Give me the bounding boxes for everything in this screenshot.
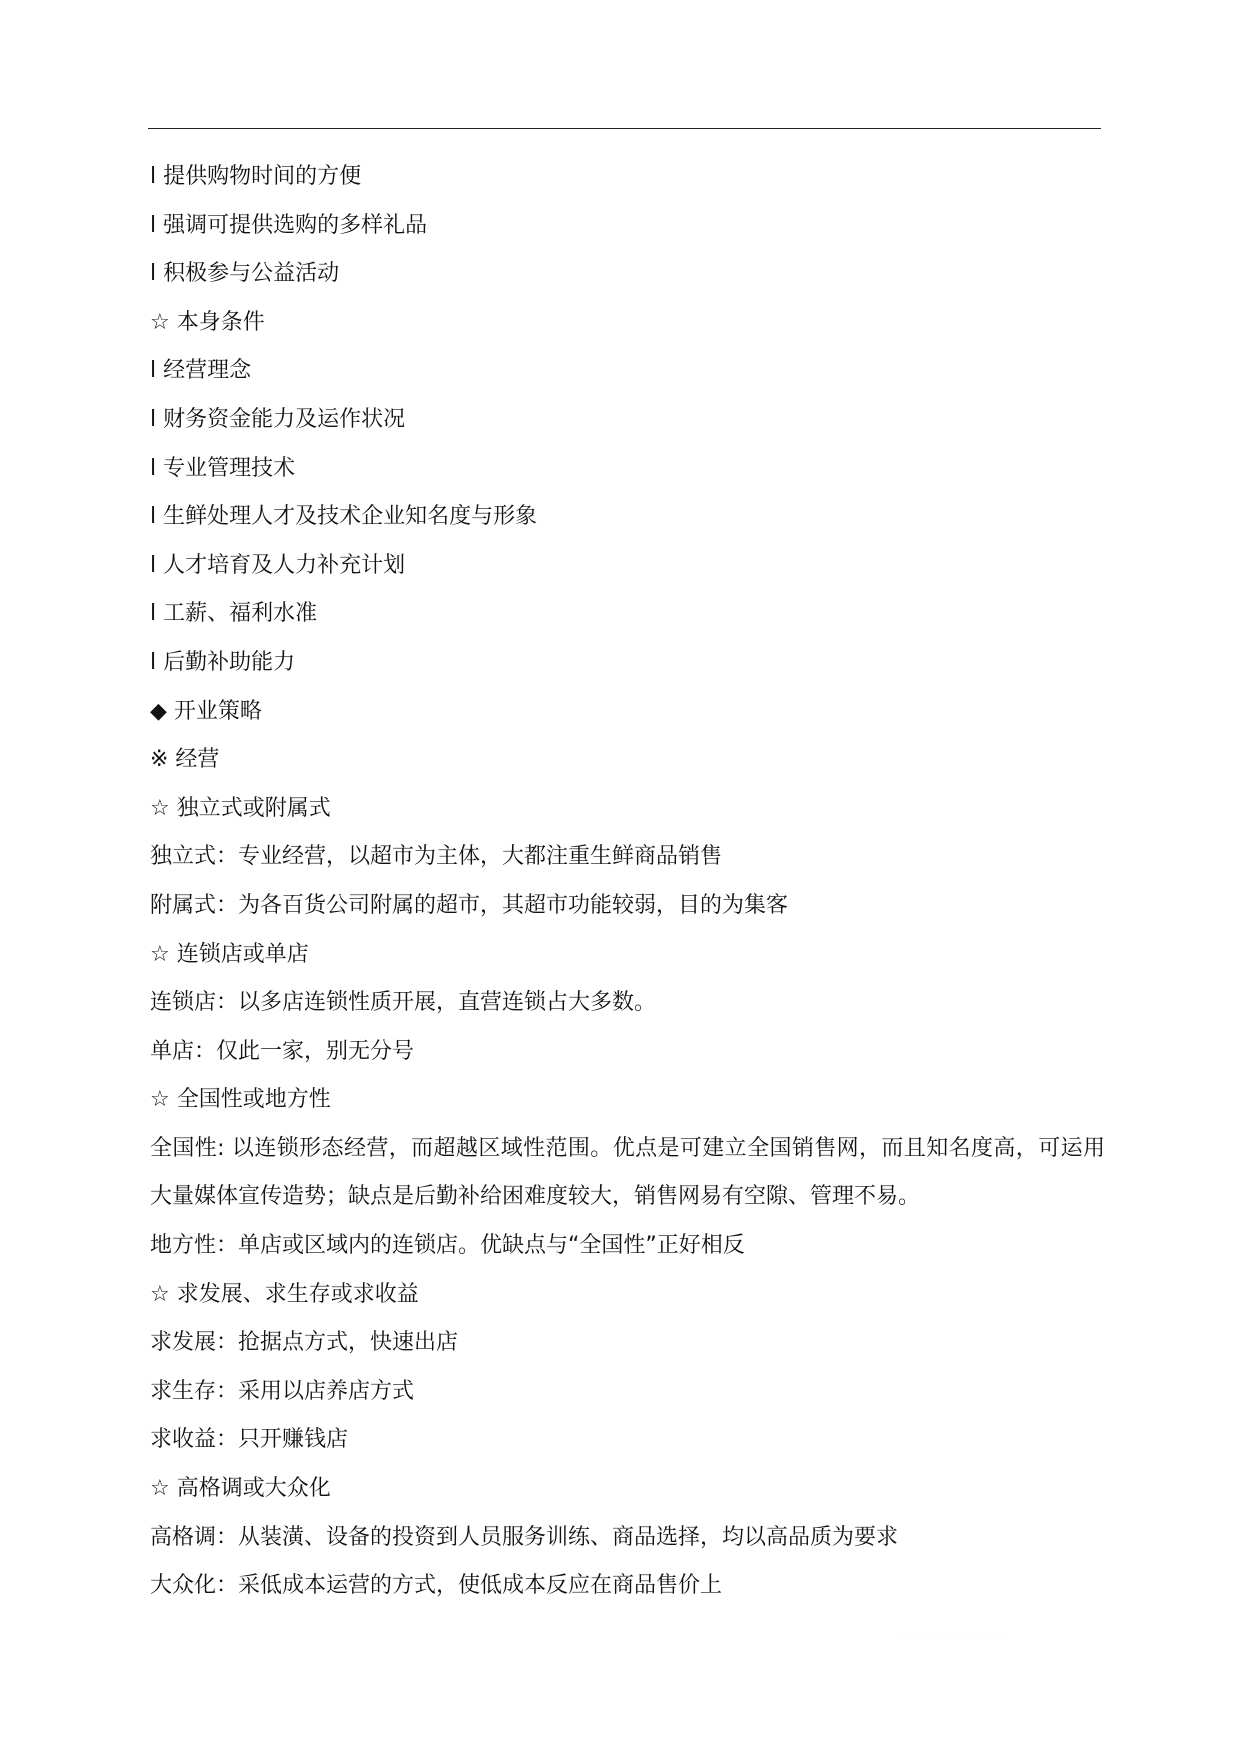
bullet-item-salary-welfare: l 工薪、福利水准 — [150, 601, 318, 627]
section-heading-own-conditions: ☆ 本身条件 — [150, 309, 265, 335]
bullet-item-shopping-time: l 提供购物时间的方便 — [150, 164, 362, 189]
paragraph-survival: 求生存：采用以店养店方式 — [150, 1378, 415, 1404]
paragraph-chain-store: 连锁店：以多店连锁性质开展，直营连锁占大多数。 — [150, 990, 657, 1016]
paragraph-profit: 求收益：只开赚钱店 — [150, 1427, 349, 1453]
bullet-item-gift-variety: l 强调可提供选购的多样礼品 — [150, 212, 428, 238]
subheading-national-or-local: ☆ 全国性或地方性 — [150, 1087, 331, 1113]
subheading-chain-or-single: ☆ 连锁店或单店 — [150, 941, 309, 967]
paragraph-premium: 高格调：从装潢、设备的投资到人员服务训练、商品选择，均以高品质为要求 — [150, 1524, 899, 1550]
paragraph-affiliated: 附属式：为各百货公司附属的超市，其超市功能较弱，目的为集客 — [150, 892, 789, 918]
bullet-item-management-tech: l 专业管理技术 — [150, 455, 296, 481]
document-body — [150, 153, 1105, 1611]
paragraph-single-store: 单店：仅此一家，别无分号 — [150, 1038, 415, 1064]
section-heading-operation: ※ 经营 — [150, 747, 220, 773]
bullet-item-fresh-talent: l 生鲜处理人才及技术企业知名度与形象 — [150, 504, 538, 530]
footer-watermark-dots: . . . . . . . . . . . . . . . . . . . . . . . . . . . . — [895, 1635, 1010, 1641]
bullet-item-business-philosophy: l 经营理念 — [150, 358, 252, 384]
paragraph-independent: 独立式：专业经营，以超市为主体，大都注重生鲜商品销售 — [150, 844, 723, 870]
paragraph-mass-market: 大众化：采低成本运营的方式，使低成本反应在商品售价上 — [150, 1573, 723, 1599]
bullet-item-public-welfare: l 积极参与公益活动 — [150, 261, 340, 287]
paragraph-growth: 求发展：抢据点方式，快速出店 — [150, 1330, 459, 1356]
header-rule — [148, 128, 1101, 129]
subheading-independent-or-affiliated: ☆ 独立式或附属式 — [150, 795, 331, 821]
bullet-item-financial-capability: l 财务资金能力及运作状况 — [150, 406, 406, 432]
paragraph-local: 地方性：单店或区域内的连锁店。优缺点与“全国性”正好相反 — [150, 1233, 745, 1259]
subheading-growth-survival-profit: ☆ 求发展、求生存或求收益 — [150, 1281, 419, 1307]
bullet-item-talent-training: l 人才培育及人力补充计划 — [150, 552, 406, 578]
paragraph-national: 全国性: 以连锁形态经营，而超越区域性范围。优点是可建立全国销售网，而且知名度高，可运用大量媒体宣传造势；缺点是后勤补给困难度较大，销售网易有空隙、管理不易。 — [150, 1135, 1105, 1210]
section-heading-opening-strategy: ◆ 开业策略 — [150, 698, 262, 724]
subheading-premium-or-mass: ☆ 高格调或大众化 — [150, 1476, 331, 1502]
bullet-item-logistics: l 后勤补助能力 — [150, 649, 296, 675]
